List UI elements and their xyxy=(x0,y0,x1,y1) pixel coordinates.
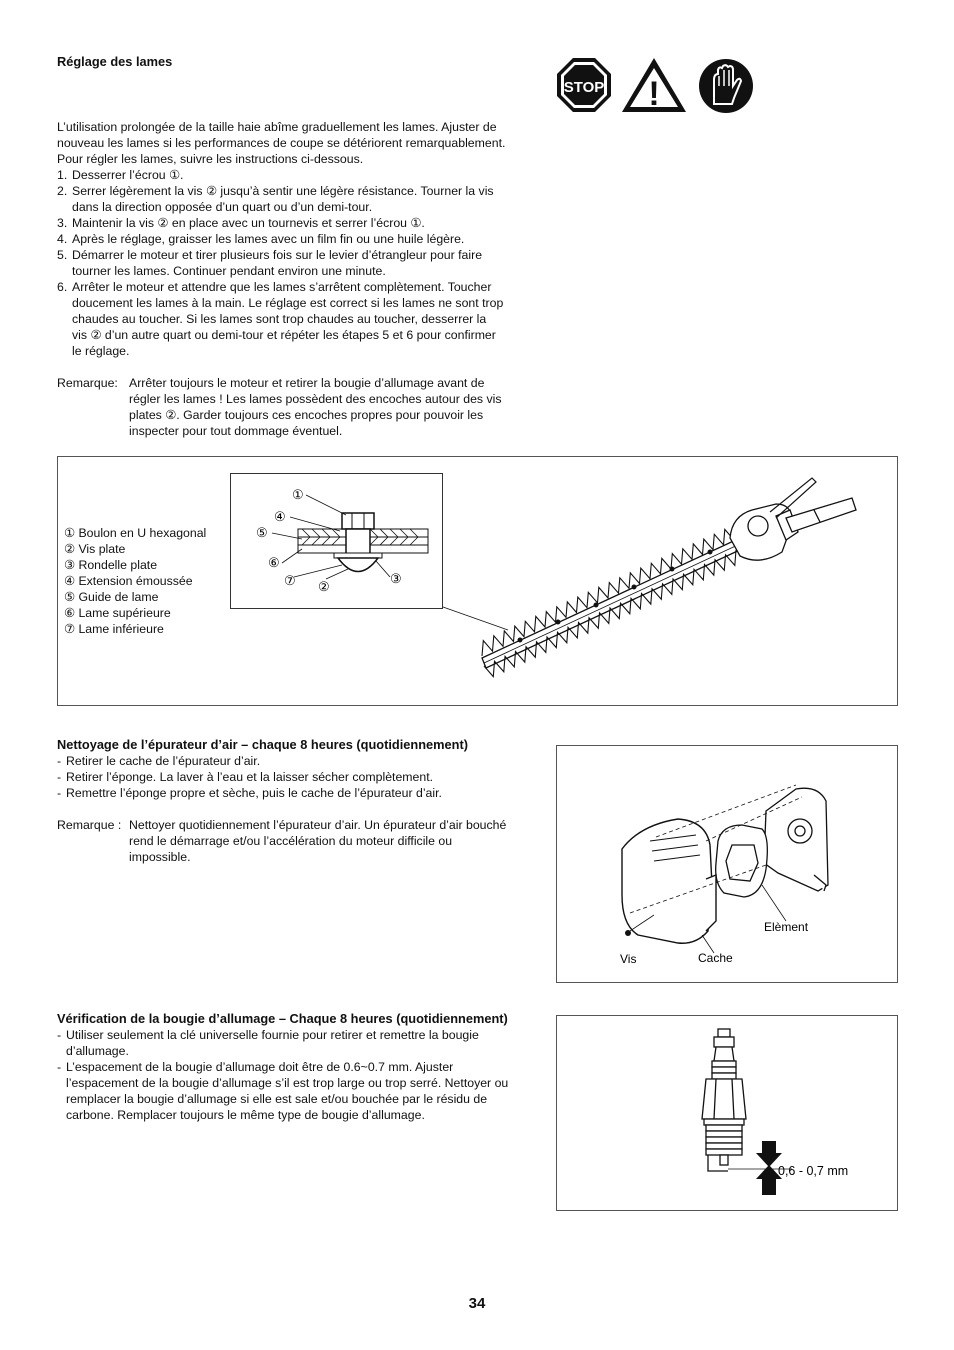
legend-item: ⑥ Lame supérieure xyxy=(64,606,171,620)
legend-item: ② Vis plate xyxy=(64,542,126,556)
air-filter-figure xyxy=(556,745,898,983)
remark-line: régler les lames ! Les lames possèdent des encoches autour des vis xyxy=(129,392,502,406)
blade-adjustment-text xyxy=(57,119,537,439)
intro-line: L’utilisation prolongée de la taille haie abîme graduellement les lames. Ajuster de xyxy=(57,120,497,134)
step-item xyxy=(57,215,537,231)
air-filter-element xyxy=(716,825,768,897)
list-item: - Utiliser seulement la clé universelle fournie pour retirer et remettre la bougie d’allumage. xyxy=(57,1028,479,1058)
gearbox xyxy=(730,504,798,560)
step-number: 4. xyxy=(57,232,68,246)
callout-6: ⑥ xyxy=(268,555,280,570)
remark-label: Remarque: xyxy=(57,376,118,390)
step-number: 5. xyxy=(57,248,68,262)
callout-7: ⑦ xyxy=(284,573,296,588)
warning-triangle-mark: ! xyxy=(648,75,660,113)
step-line: tourner les lames. Continuer pendant environ une minute. xyxy=(72,264,386,278)
remark-label: Remarque : xyxy=(57,818,122,832)
legend-item: ④ Extension émoussée xyxy=(64,574,193,588)
intro-line: nouveau les lames si les performances de coupe se détériorent remarquablement. xyxy=(57,136,506,150)
legend-item: ③ Rondelle plate xyxy=(64,558,158,572)
remark-line: inspecter pour tout dommage éventuel. xyxy=(129,424,343,438)
step-line: dans la direction opposée d’un quart ou d’un demi-tour. xyxy=(72,200,373,214)
step-number: 1. xyxy=(57,168,68,182)
blade-teeth-upper xyxy=(482,529,734,656)
step-number: 2. xyxy=(57,184,68,198)
list-item: - L’espacement de la bougie d’allumage doit être de 0.6~0.7 mm. Ajuster l’espacement de la bougie d’allumage s’il est trop large ou trop serré. Nettoyer ou remplacer la bougie d’allumage si elle est sale et/ou bouchée par le résidu de carbone. Remplacer toujours le même type de bougie d’allumage. xyxy=(57,1060,509,1122)
legend-item: ⑤ Guide de lame xyxy=(64,590,159,604)
step-number: 6. xyxy=(57,280,68,294)
intro-line: Pour régler les lames, suivre les instructions ci-dessous. xyxy=(57,152,364,166)
stop-icon xyxy=(557,58,611,112)
air-filter-cover xyxy=(622,819,716,943)
drive-shaft xyxy=(786,498,856,532)
list-item: - Remettre l’éponge propre et sèche, puis le cache de l’épurateur d’air. xyxy=(57,786,442,800)
remark-line: Nettoyer quotidiennement l’épurateur d’air. Un épurateur d’air bouché xyxy=(129,818,507,832)
callout-4: ④ xyxy=(274,509,286,524)
spark-plug-figure xyxy=(556,1015,898,1211)
step-line: Arrêter le moteur et attendre que les lames s’arrêtent complètement. Toucher xyxy=(72,280,492,294)
step-line: Démarrer le moteur et tirer plusieurs fois sur le levier d’étrangleur pour faire xyxy=(72,248,483,262)
legend-item: ① Boulon en U hexagonal xyxy=(64,526,207,540)
remark-line: Arrêter toujours le moteur et retirer la bougie d’allumage avant de xyxy=(129,376,485,390)
step-line: Serrer légèrement la vis ② jusqu’à sentir une légère résistance. Tourner la vis xyxy=(72,184,494,198)
air-filter-remark xyxy=(57,817,537,865)
stop-icon-text: STOP xyxy=(563,79,605,96)
page-number: 34 xyxy=(468,1295,486,1312)
callout-1: ① xyxy=(292,487,304,502)
blade-parts-legend xyxy=(64,525,206,637)
element-label: Elèment xyxy=(764,920,809,934)
cover-label: Cache xyxy=(698,951,733,965)
spark-plug-text xyxy=(57,1027,542,1123)
step-item xyxy=(57,183,537,215)
step-line: vis ② d’un autre quart ou demi-tour et répéter les étapes 5 et 6 pour confirmer xyxy=(72,328,496,342)
gloves-icon xyxy=(699,59,753,113)
spark-plug-list xyxy=(57,1027,542,1123)
step-line: doucement les lames à la main. Le réglage est correct si les lames ne sont trop xyxy=(72,296,504,310)
step-line: chaudes au toucher. Si les lames sont trop chaudes au toucher, desserrer la xyxy=(72,312,487,326)
gap-label: 0,6 - 0,7 mm xyxy=(778,1164,849,1178)
legend-item: ⑦ Lame inférieure xyxy=(64,622,164,636)
section-title-blade-adjustment: Réglage des lames xyxy=(57,54,173,69)
list-item: - Retirer le cache de l’épurateur d’air. xyxy=(57,754,261,768)
section-title-spark-plug: Vérification de la bougie d’allumage – Chaque 8 heures (quotidiennement) xyxy=(57,1011,508,1026)
step-line: le réglage. xyxy=(72,344,130,358)
step-line: Maintenir la vis ② en place avec un tournevis et serrer l’écrou ①. xyxy=(72,216,425,230)
callout-3: ③ xyxy=(390,571,402,586)
step-line: Desserrer l’écrou ①. xyxy=(72,168,184,182)
step-number: 3. xyxy=(57,216,68,230)
warning-icons xyxy=(556,56,756,118)
step-line: Après le réglage, graisser les lames avec un film fin ou une huile légère. xyxy=(72,232,465,246)
air-filter-text xyxy=(57,753,537,865)
callout-2: ② xyxy=(318,579,330,594)
warning-triangle-icon xyxy=(622,58,686,113)
screw-label: Vis xyxy=(620,952,637,966)
hedge-trimmer-illustration xyxy=(440,470,860,690)
callout-5: ⑤ xyxy=(256,525,268,540)
remark-line: plates ②. Garder toujours ces encoches propres pour pouvoir les xyxy=(129,408,484,422)
section-title-air-filter: Nettoyage de l’épurateur d’air – chaque 8 heures (quotidiennement) xyxy=(57,737,469,752)
step-item xyxy=(57,167,537,183)
step-item xyxy=(57,247,537,279)
remark-line: impossible. xyxy=(129,850,191,864)
blade-remark xyxy=(57,375,537,439)
step-item xyxy=(57,231,537,247)
step-item xyxy=(57,279,537,359)
air-filter-list xyxy=(57,753,537,801)
remark-line: rend le démarrage et/ou l’accélération du moteur difficile ou xyxy=(129,834,453,848)
adjustment-steps xyxy=(57,167,537,359)
bolt-detail-inset xyxy=(230,473,443,609)
list-item: - Retirer l’éponge. La laver à l’eau et la laisser sécher complètement. xyxy=(57,770,434,784)
